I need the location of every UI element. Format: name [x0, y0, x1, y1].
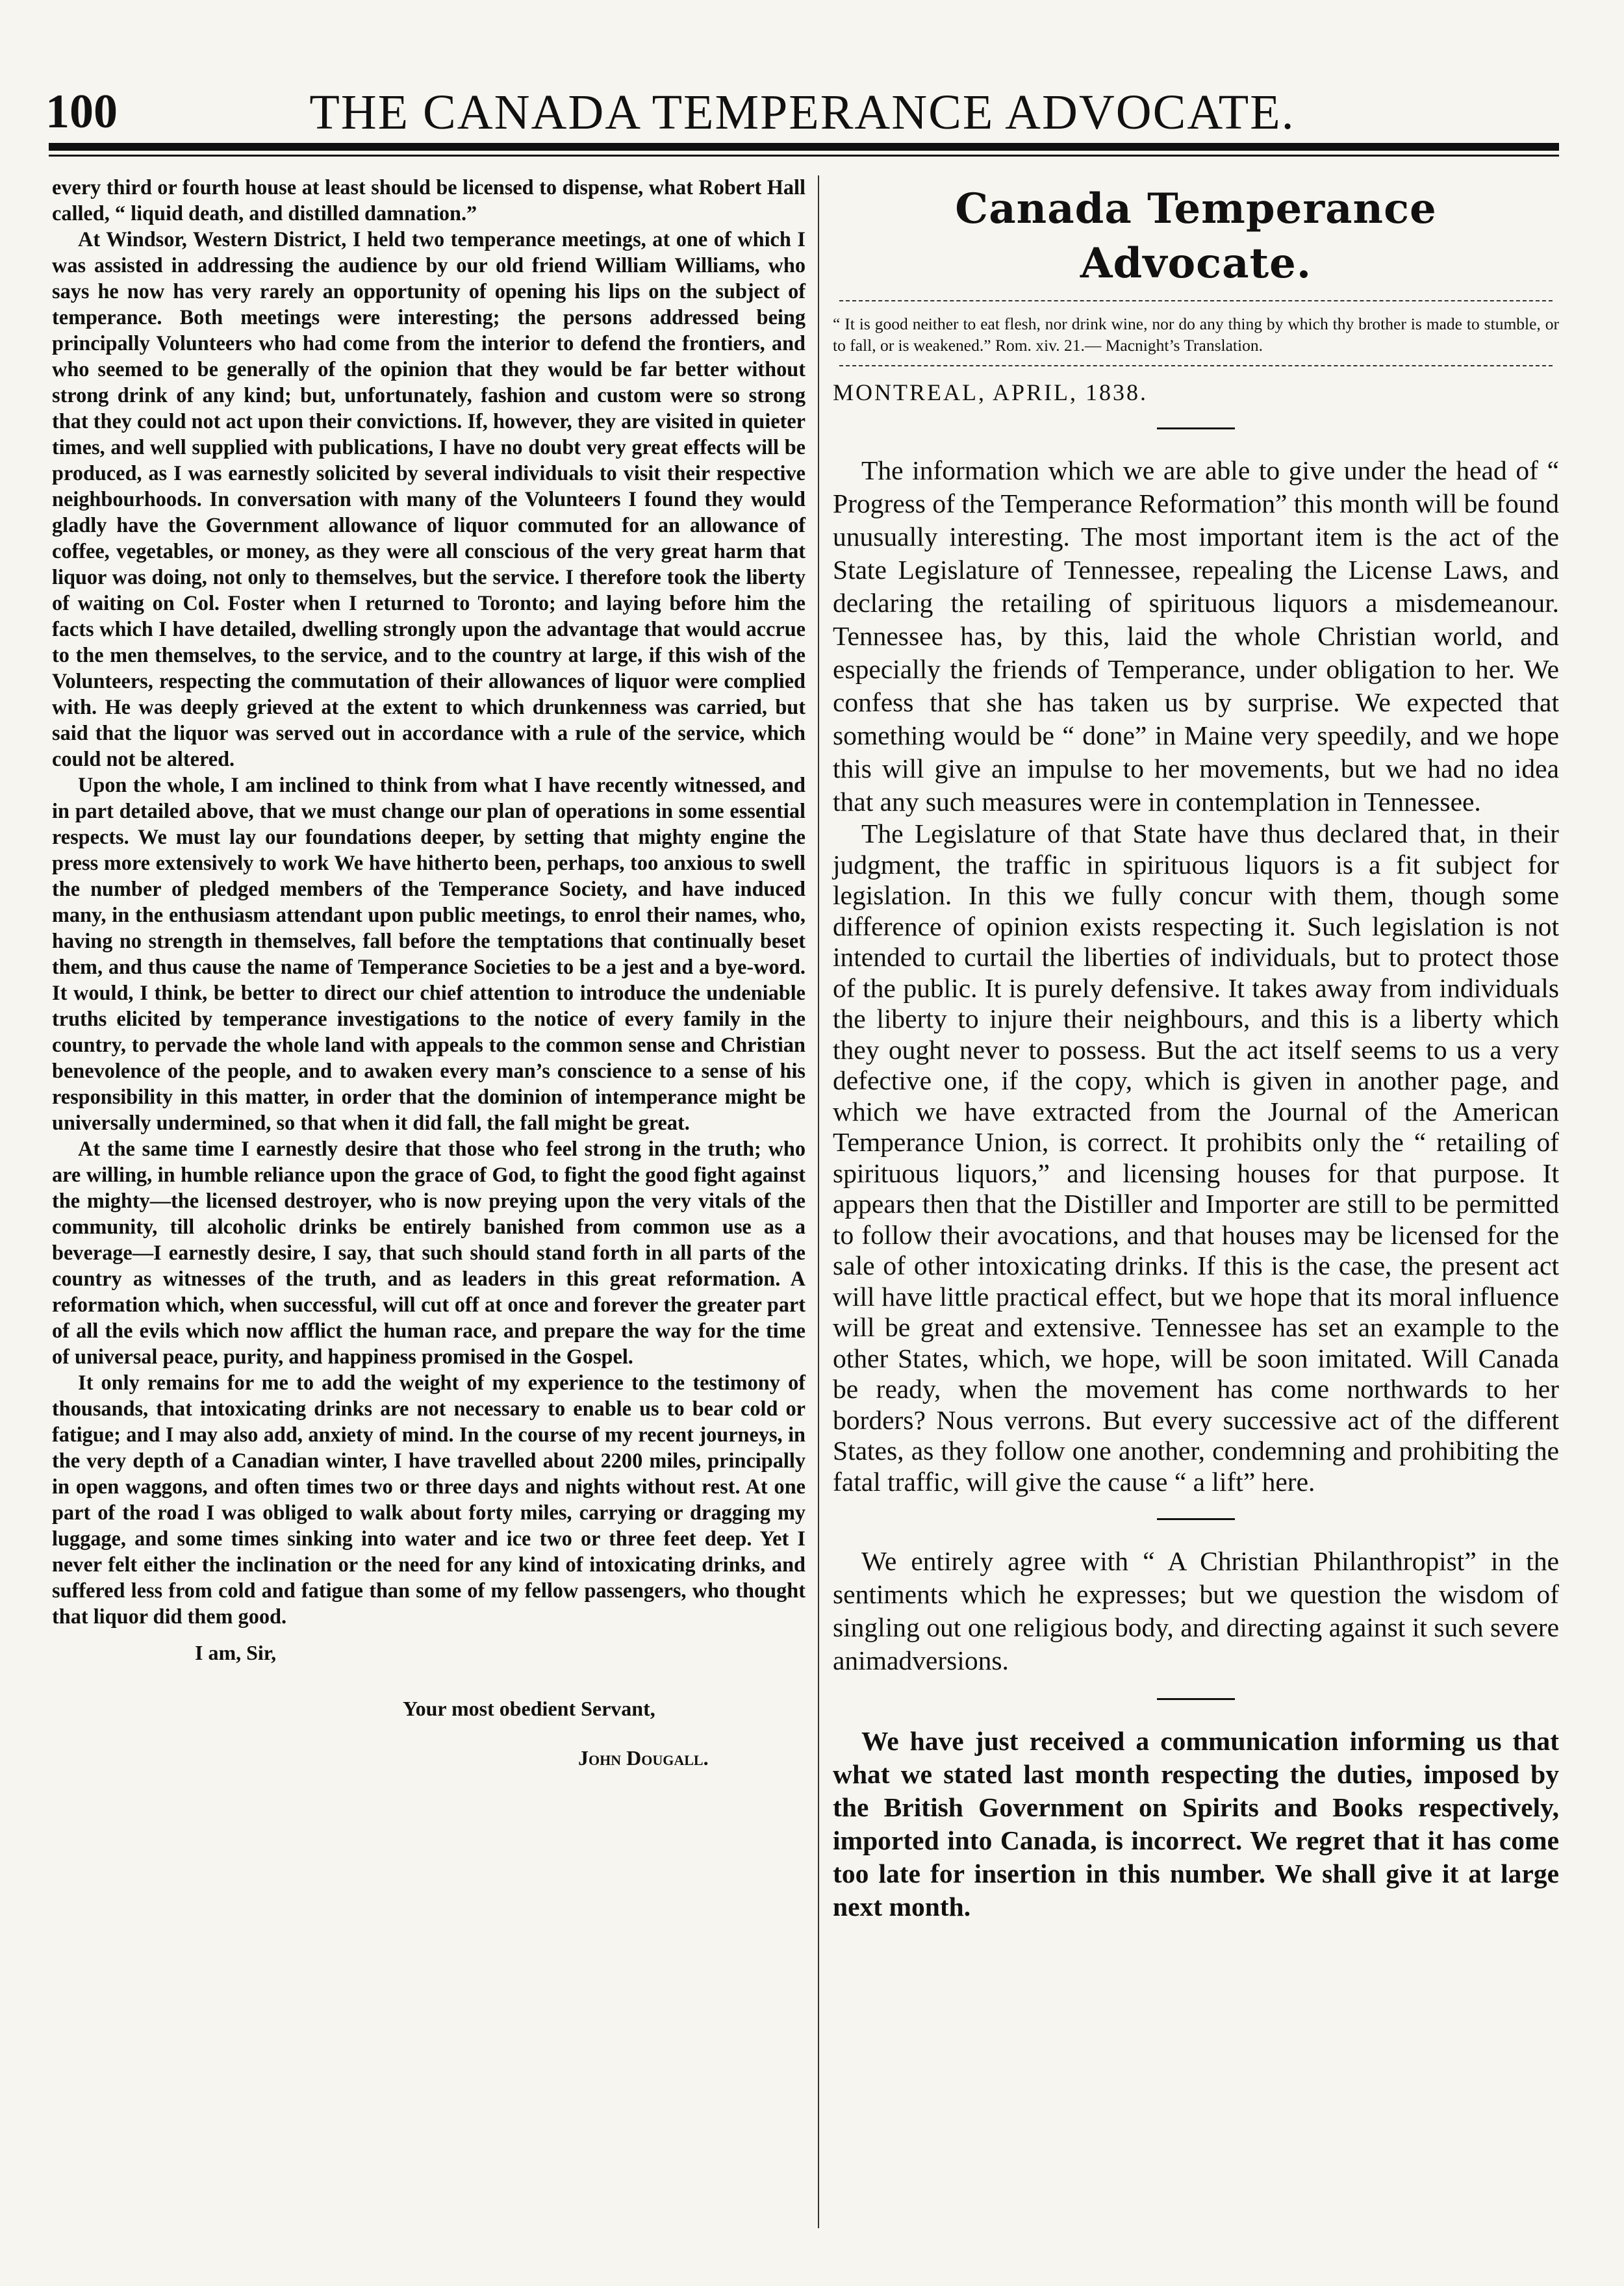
dateline: MONTREAL, APRIL, 1838.: [833, 379, 1148, 405]
letter-valediction: Your most obedient Servant,: [403, 1697, 655, 1720]
editorial-paragraph: The information which we are able to give under the head of “ Progress of the Temperance Reformation” this month will be found unusually interesting. The most important item is the act of the State Legislature of Tennessee, repealing the License Laws, and declaring the retailing of spirituous liquors a misdemeanour. Tennessee has, by this, laid the whole Christian world, and especially the friends of Temperance, under obligation to her. We confess that she has taken us by surprise. We expected that something would be “ done” in Maine very speedily, and we hope this will give an impulse to her movements, but we had no idea that any such measures were in contemplation in Tennessee.: [833, 455, 1559, 817]
editorial-paragraph: The Legislature of that State have thus declared that, in their judgment, the traffic in spirituous liquors is a fit subject for legislation. In this we fully concur with them, though some difference of opinion exists respecting it. Such legislation is not intended to curtail the liberties of individuals, but to protect those of the public. It is purely defensive. It takes away from individuals the liberty to injure their neighbours, and this is a liberty which they ought never to possess. But the act itself seems to us a very defective one, if the copy, which is given in another page, and which we have extracted from the Journal of the American Temperance Union, is correct. It prohibits only the “ retailing of spirituous liquors,” and licensing houses for that purpose. It appears then that the Distiller and Importer are still to be permitted to follow their avocations, and that houses may be licensed for the sale of other intoxicating drinks. If this is the case, the present act will have little practical effect, but we hope that its moral influence will be great and extensive. Tennessee has set an example to the other States, which, we hope, will be soon imitated. Will Canada be ready, when the movement has come northwards to her borders? Nous verrons. But every successive act of the different States, as they follow one another, condemning and prohibiting the fatal traffic, will give the cause “ a lift” here.: [833, 819, 1559, 1497]
page-header: [45, 78, 1559, 149]
article-paragraph: It only remains for me to add the weight of my experience to the testimony of thousands, that intoxicating drinks are not necessary to enable us to bear cold or fatigue; and I may also add, anxiety of mind. In the course of my recent journeys, in the very depth of a Canadian winter, I have travelled about 2200 miles, principally in open waggons, and often times two or three days and nights without rest. At one part of the road I was obliged to walk about forty miles, carrying or dragging my luggage, and some times sinking into water and ice two or three feet deep. Yet I never felt either the inclination or the need for any kind of intoxicating drinks, and suffered less from cold and fatigue than some of my fellow passengers, who thought that liquor did them good.: [52, 1371, 806, 1628]
article-paragraph: At the same time I earnestly desire that those who feel strong in the truth; who are willing, in humble reliance upon the grace of God, to fight the good fight against the mighty—the licensed destroyer, who is now preying upon the very vitals of the community, till alcoholic drinks be entirely banished from common use as a beverage—I earnestly desire, I say, that such should stand forth in all parts of the country as witnesses of the truth, and as leaders in this great reformation. A reformation which, when successful, will cut off at once and forever the greater part of all the evils which now afflict the human race, and prepare the way for the time of universal peace, purity, and happiness promised in the Gospel.: [52, 1137, 806, 1368]
masthead: Canada Temperance Advocate.: [955, 184, 1437, 288]
article-paragraph: every third or fourth house at least should be licensed to dispense, what Robert Hall called, “ liquid death, and distilled damnation.”: [52, 175, 806, 225]
letter-closing: I am, Sir,: [195, 1641, 277, 1664]
column-divider: [818, 175, 819, 2228]
motto-rule: [839, 365, 1553, 366]
letter-signature: John Dougall.: [578, 1746, 709, 1770]
section-rule: [1157, 1518, 1235, 1520]
running-title: THE CANADA TEMPERANCE ADVOCATE.: [309, 85, 1295, 140]
motto: “ It is good neither to eat flesh, nor drink wine, nor do any thing by which thy brother is made to stumble, or to fall, or is weakened.” Rom. xiv. 21.— Macnight’s Translation.: [833, 314, 1559, 355]
page-number: 100: [45, 85, 118, 138]
header-rule-thin: [49, 155, 1559, 157]
editorial-paragraph: We have just received a communication informing us that what we stated last month respecting the duties, imposed by the British Government on Spirits and Books respectively, imported into Canada, is incorrect. We regret that it has come too late for insertion in this number. We shall give it at large next month.: [833, 1726, 1559, 1922]
editorial-paragraph: We entirely agree with “ A Christian Philanthropist” in the sentiments which he expresses; but we question the wisdom of singling out one religious body, and directing against it such severe animadversions.: [833, 1546, 1559, 1675]
article-paragraph: At Windsor, Western District, I held two temperance meetings, at one of which I was assisted in addressing the audience by our old friend William Williams, who says he now has very rarely an opportunity of opening his lips on the subject of temperance. Both meetings were interesting; the persons addressed being principally Volunteers who had come from the interior to defend the frontiers, and who seemed to be generally of the opinion that they would be far better without strong drink of any kind; but, unfortunately, fashion and custom were so strong that they could not act upon their convictions. If, however, they are visited in quieter times, and well supplied with publications, I have no doubt very great effects will be produced, as I was earnestly solicited by several individuals to visit their respective neighbourhoods. In conversation with many of the Volunteers I found they would gladly have the Government allowance of liquor commuted for an allowance of coffee, vegetables, or money, as they were all conscious of the very great harm that liquor was doing, not only to themselves, but the service. I therefore took the liberty of waiting on Col. Foster when I returned to Toronto; and laying before him the facts which I have detailed, dwelling strongly upon the advantage that would accrue to the men themselves, to the service, and to the country at large, if this wish of the Volunteers, respecting the commutation of their allowances of liquor were complied with. He was deeply grieved at the extent to which drunkenness was carried, but said that the liquor was served out in accordance with a rule of the service, which could not be altered.: [52, 227, 806, 770]
article-paragraph: Upon the whole, I am inclined to think from what I have recently witnessed, and in part detailed above, that we must change our plan of operations in some essential respects. We must lay our foundations deeper, by setting that mighty engine the press more extensively to work We have hitherto been, perhaps, too anxious to swell the number of pledged members of the Temperance Society, and have induced many, in the enthusiasm attendant upon public meetings, to enrol their names, who, having no strength in themselves, fall before the temptations that continually beset them, and thus cause the name of Temperance Societies to be a jest and a bye-word. It would, I think, be better to direct our chief attention to introduce the undeniable truths elicited by temperance investigations to the notice of every family in the country, to pervade the whole land with appeals to the common sense and Christian benevolence of the people, and to awaken every man’s conscience to a sense of his responsibility in this matter, in order that the dominion of intemperance might be universally undermined, so that when it did fall, the fall might be great.: [52, 773, 806, 1134]
section-rule: [1157, 427, 1235, 429]
header-rule-thick: [49, 143, 1559, 151]
masthead-rule: [839, 300, 1553, 301]
right-column: [833, 182, 1559, 1924]
left-column: [52, 174, 806, 1771]
section-rule: [1157, 1698, 1235, 1700]
